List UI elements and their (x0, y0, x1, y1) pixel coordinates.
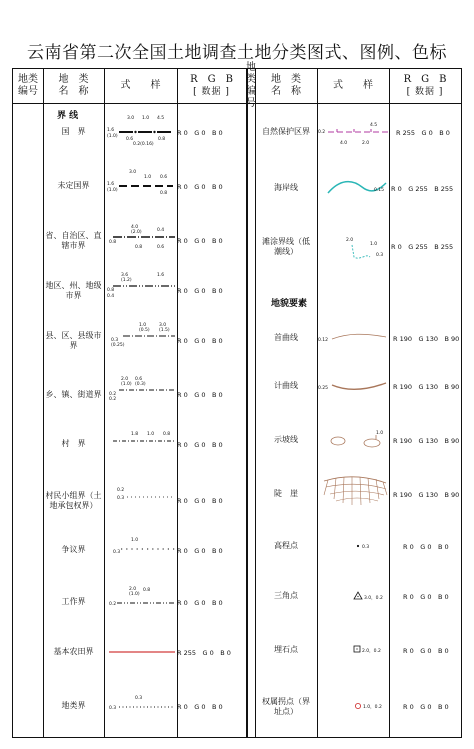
svg-text:0.3: 0.3 (135, 696, 143, 701)
svg-text:0.3: 0.3 (113, 550, 121, 555)
svg-text:0.2: 0.2 (109, 602, 117, 607)
col-divider (389, 69, 390, 737)
row-rgb: R 255 G 0 B 0 (396, 128, 450, 137)
svg-text:0.3: 0.3 (362, 545, 370, 550)
header-code-right: 地类 编号 (246, 62, 256, 109)
svg-text:(0.3): (0.3) (135, 382, 146, 387)
row-rgb: R 0 G 0 B 0 (177, 440, 223, 449)
row-rgb: R 190 G 130 B 90 (393, 436, 460, 445)
row-rgb: R 0 G 0 B 0 (177, 598, 223, 607)
farmland-border-symbol (105, 645, 177, 659)
svg-text:0.3: 0.3 (109, 706, 117, 711)
svg-text:0.25: 0.25 (318, 386, 329, 391)
svg-text:4.5: 4.5 (157, 116, 165, 121)
row-name-work-border: 工作界 (61, 597, 86, 606)
svg-text:(1.2): (1.2) (121, 278, 132, 283)
row-name-reserve-border: 自然保护区界 (262, 127, 310, 136)
header-rgb: R G B [ 数据 ] (190, 74, 233, 97)
row-name-coastline: 海岸线 (274, 183, 298, 192)
header-style-right: 式 样 (333, 80, 373, 91)
buried-stone-point-symbol (318, 641, 390, 659)
row-rgb: R 0 G 0 B 0 (177, 496, 223, 505)
row-name-tidal-flat-border: 滩涂界线（低潮线） (262, 237, 310, 256)
undetermined-border-symbol (105, 167, 177, 201)
row-name-prefecture-border: 地区、州、地级市界 (45, 281, 102, 300)
disputed-border-symbol (105, 535, 177, 559)
svg-text:1.0，0.2: 1.0，0.2 (363, 705, 382, 710)
row-rgb: R 0 G 0 B 0 (177, 702, 223, 711)
svg-text:0.8: 0.8 (107, 288, 115, 293)
landclass-border-symbol (105, 693, 177, 715)
svg-text:1.0: 1.0 (144, 175, 152, 180)
svg-text:0.4: 0.4 (157, 228, 165, 233)
center-divider (246, 69, 248, 737)
svg-text:2.0，0.2: 2.0，0.2 (362, 649, 381, 654)
tidal-flat-border-symbol (318, 233, 390, 265)
header-name-right: 地 类 名 称 (271, 74, 301, 97)
row-rgb: R 0 G 0 B 0 (403, 646, 449, 655)
svg-text:1.0: 1.0 (370, 242, 378, 247)
header-name: 地 类 名 称 (58, 74, 89, 97)
row-rgb: R 0 G 0 B 0 (177, 336, 223, 345)
svg-text:0.2: 0.2 (109, 397, 117, 402)
row-rgb: R 0 G 0 B 0 (177, 182, 223, 191)
svg-text:0.6: 0.6 (126, 137, 134, 142)
row-name-township-border: 乡、镇、街道界 (45, 390, 102, 399)
svg-text:2.0: 2.0 (129, 587, 137, 592)
svg-text:1.6: 1.6 (107, 182, 115, 187)
svg-text:0.6: 0.6 (157, 245, 165, 250)
township-border-symbol (105, 375, 177, 405)
svg-text:3.0: 3.0 (159, 323, 167, 328)
svg-text:0.2(0.16): 0.2(0.16) (133, 142, 154, 147)
row-name-buried-stone-point: 埋石点 (274, 645, 298, 654)
row-name-elevation-point: 高程点 (274, 541, 298, 550)
legend-table (12, 62, 462, 738)
row-name-triangulation-point: 三角点 (274, 591, 298, 600)
row-name-slope-line: 示坡线 (274, 435, 298, 444)
header-style: 式 样 (120, 80, 161, 91)
row-rgb: R 0 G 0 B 0 (403, 592, 449, 601)
prefecture-border-symbol (105, 271, 177, 301)
section-landform-label: 地貌要素 (271, 298, 308, 309)
row-rgb: R 255 G 0 B 0 (177, 648, 231, 657)
svg-text:(1.0): (1.0) (107, 188, 118, 193)
row-name-undetermined-border: 未定国界 (57, 181, 90, 190)
svg-text:(0.25): (0.25) (111, 343, 125, 348)
work-border-symbol (105, 585, 177, 613)
svg-text:1.0: 1.0 (147, 432, 155, 437)
svg-text:0.2: 0.2 (318, 130, 326, 135)
index-contour-symbol (318, 377, 390, 397)
ownership-point-symbol (318, 697, 390, 715)
svg-text:1.6: 1.6 (157, 273, 165, 278)
svg-text:1.0: 1.0 (139, 323, 147, 328)
row-name-county-border: 县、区、县级市界 (45, 331, 102, 350)
coastline-symbol (318, 175, 390, 199)
row-rgb: R 0 G 255 B 255 (391, 242, 454, 251)
svg-text:2.0: 2.0 (362, 141, 370, 146)
row-rgb: R 190 G 130 B 90 (393, 334, 460, 343)
svg-text:1.0: 1.0 (131, 538, 139, 543)
svg-text:1.8: 1.8 (131, 432, 139, 437)
row-name-intermediate-contour: 首曲线 (274, 333, 298, 342)
svg-text:(0.5): (0.5) (139, 328, 150, 333)
row-rgb: R 0 G 0 B 0 (177, 128, 223, 137)
row-name-cliff: 陡 崖 (274, 489, 298, 498)
svg-text:(2.0): (2.0) (131, 230, 142, 235)
intermediate-contour-symbol (318, 329, 390, 349)
svg-text:0.8: 0.8 (109, 240, 117, 245)
row-rgb: R 190 G 130 B 90 (393, 382, 460, 391)
row-name-province-border: 省、自治区、直辖市界 (45, 231, 102, 250)
svg-text:3.0: 3.0 (129, 170, 137, 175)
row-rgb: R 0 G 0 B 0 (177, 286, 223, 295)
col-divider (255, 69, 256, 737)
row-rgb: R 0 G 0 B 0 (403, 542, 449, 551)
row-name-national-border: 国 界 (61, 127, 86, 136)
header-code: 地类 编号 (18, 74, 38, 97)
row-rgb: R 0 G 0 B 0 (403, 702, 449, 711)
row-name-landclass-border: 地类界 (61, 701, 86, 710)
svg-text:4.5: 4.5 (370, 123, 378, 128)
group-border-symbol (105, 485, 177, 509)
row-rgb: R 190 G 130 B 90 (393, 490, 460, 499)
svg-text:1.0: 1.0 (142, 116, 150, 121)
svg-text:2.0: 2.0 (121, 377, 129, 382)
row-rgb: R 0 G 0 B 0 (177, 236, 223, 245)
svg-text:0.8: 0.8 (160, 191, 168, 196)
svg-text:4.0: 4.0 (340, 141, 348, 146)
page-title: 云南省第二次全国土地调查土地分类图式、图例、色标 (27, 43, 447, 63)
svg-text:0.2: 0.2 (117, 488, 125, 493)
row-name-ownership-point: 权属拐点（界址点） (262, 697, 310, 716)
svg-text:0.8: 0.8 (163, 432, 171, 437)
svg-text:1.0: 1.0 (376, 431, 384, 436)
svg-text:0.12: 0.12 (318, 338, 329, 343)
section-boundary-label: 界 线 (57, 110, 79, 121)
county-border-symbol (105, 321, 177, 351)
slope-line-symbol (318, 425, 390, 453)
village-border-symbol (105, 429, 177, 453)
svg-text:(1.0): (1.0) (121, 382, 132, 387)
svg-text:0.8: 0.8 (158, 137, 166, 142)
svg-text:(1.0): (1.0) (129, 592, 140, 597)
row-rgb: R 0 G 0 B 0 (177, 390, 223, 399)
svg-text:0.3: 0.3 (376, 253, 384, 258)
elevation-point-symbol (318, 537, 390, 555)
row-name-village-border: 村 界 (61, 439, 86, 448)
row-name-farmland-border: 基本农田界 (53, 647, 94, 656)
svg-text:(1.5): (1.5) (159, 328, 170, 333)
row-rgb: R 0 G 255 B 255 (391, 184, 454, 193)
svg-text:0.15: 0.15 (374, 188, 385, 193)
header-divider (13, 103, 461, 104)
reserve-border-symbol (318, 117, 390, 147)
svg-text:3.0，0.2: 3.0，0.2 (364, 596, 383, 601)
col-divider (177, 69, 178, 737)
row-name-group-border: 村民小组界（土地承包权界） (45, 491, 102, 510)
svg-text:1.6: 1.6 (107, 128, 115, 133)
svg-text:0.2: 0.2 (109, 392, 117, 397)
svg-text:0.8: 0.8 (143, 588, 151, 593)
svg-text:0.8: 0.8 (135, 245, 143, 250)
svg-text:3.0: 3.0 (127, 116, 135, 121)
province-border-symbol (105, 223, 177, 253)
svg-text:0.4: 0.4 (107, 294, 115, 299)
row-name-disputed-border: 争议界 (61, 545, 86, 554)
col-divider (43, 69, 44, 737)
cliff-symbol (318, 473, 390, 515)
svg-text:(1.0): (1.0) (107, 134, 118, 139)
row-rgb: R 0 G 0 B 0 (177, 546, 223, 555)
svg-text:0.6: 0.6 (135, 377, 143, 382)
svg-text:3.6: 3.6 (121, 273, 129, 278)
svg-text:0.3: 0.3 (117, 496, 125, 501)
national-border-symbol (105, 113, 177, 147)
col-divider (317, 69, 318, 737)
svg-text:0.6: 0.6 (160, 175, 168, 180)
svg-text:2.0: 2.0 (346, 238, 354, 243)
header-rgb-right: R G B [ 数据 ] (403, 74, 447, 97)
svg-text:4.0: 4.0 (131, 225, 139, 230)
svg-text:0.3: 0.3 (111, 338, 119, 343)
triangulation-point-symbol (318, 587, 390, 605)
row-name-index-contour: 计曲线 (274, 381, 298, 390)
